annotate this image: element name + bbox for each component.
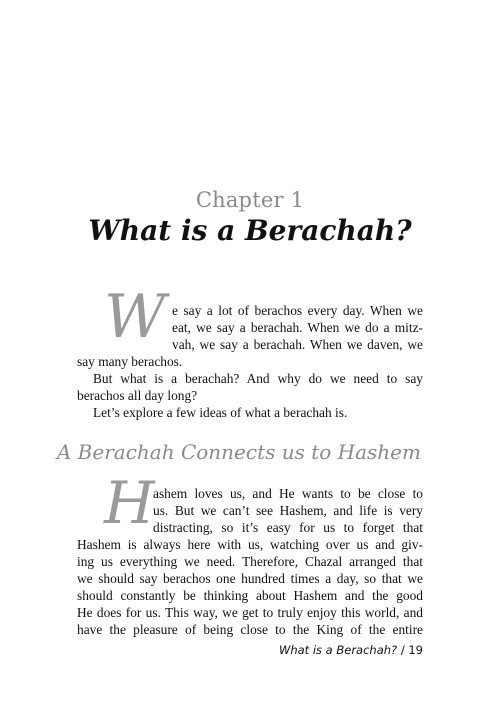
intro-line: Let’s explore a few ideas of what a berachah is. — [93, 405, 348, 420]
intro-line: But what is a berachah? And why do we need to say — [93, 371, 423, 386]
intro-line: berachos all day long? — [77, 388, 198, 403]
page-footer — [279, 643, 423, 657]
section-line: He does for us. This way, we get to truly enjoy this world, and — [77, 605, 423, 620]
running-title: What is a Berachah? — [278, 643, 398, 657]
section-line: us. But we can’t see Hashem, and life is very — [153, 503, 423, 518]
section-heading: A Berachah Connects us to Hashem — [56, 440, 421, 464]
page-number: 19 — [408, 643, 423, 657]
dropcap-h: H — [104, 469, 155, 537]
section-line: ashem loves us, and He wants to be close to — [153, 486, 423, 501]
intro-line: say many berachos. — [77, 354, 183, 369]
section-line: have the pleasure of being close to the King of the entire — [77, 622, 423, 637]
section-line: should constantly be thinking about Hashem and the good — [77, 588, 423, 603]
chapter-title: What is a Berachah? — [88, 214, 412, 247]
section-line: we should say berachos one hundred times a day, so that we — [77, 571, 423, 586]
intro-line: eat, we say a berachah. When we do a mitz- — [172, 320, 423, 335]
intro-line: e say a lot of berachos every day. When we — [172, 303, 423, 318]
section-line: ing us everything we need. Therefore, Chazal arranged that — [77, 554, 423, 569]
dropcap-w: W — [104, 282, 166, 352]
section-line: distracting, so it’s easy for us to forget that — [153, 520, 423, 535]
footer-separator: / — [397, 643, 409, 657]
chapter-number: Chapter 1 — [195, 188, 305, 212]
section-line: Hashem is always here with us, watching over us and giv- — [77, 537, 423, 552]
intro-line: vah, we say a berachah. When we daven, we — [172, 337, 423, 352]
